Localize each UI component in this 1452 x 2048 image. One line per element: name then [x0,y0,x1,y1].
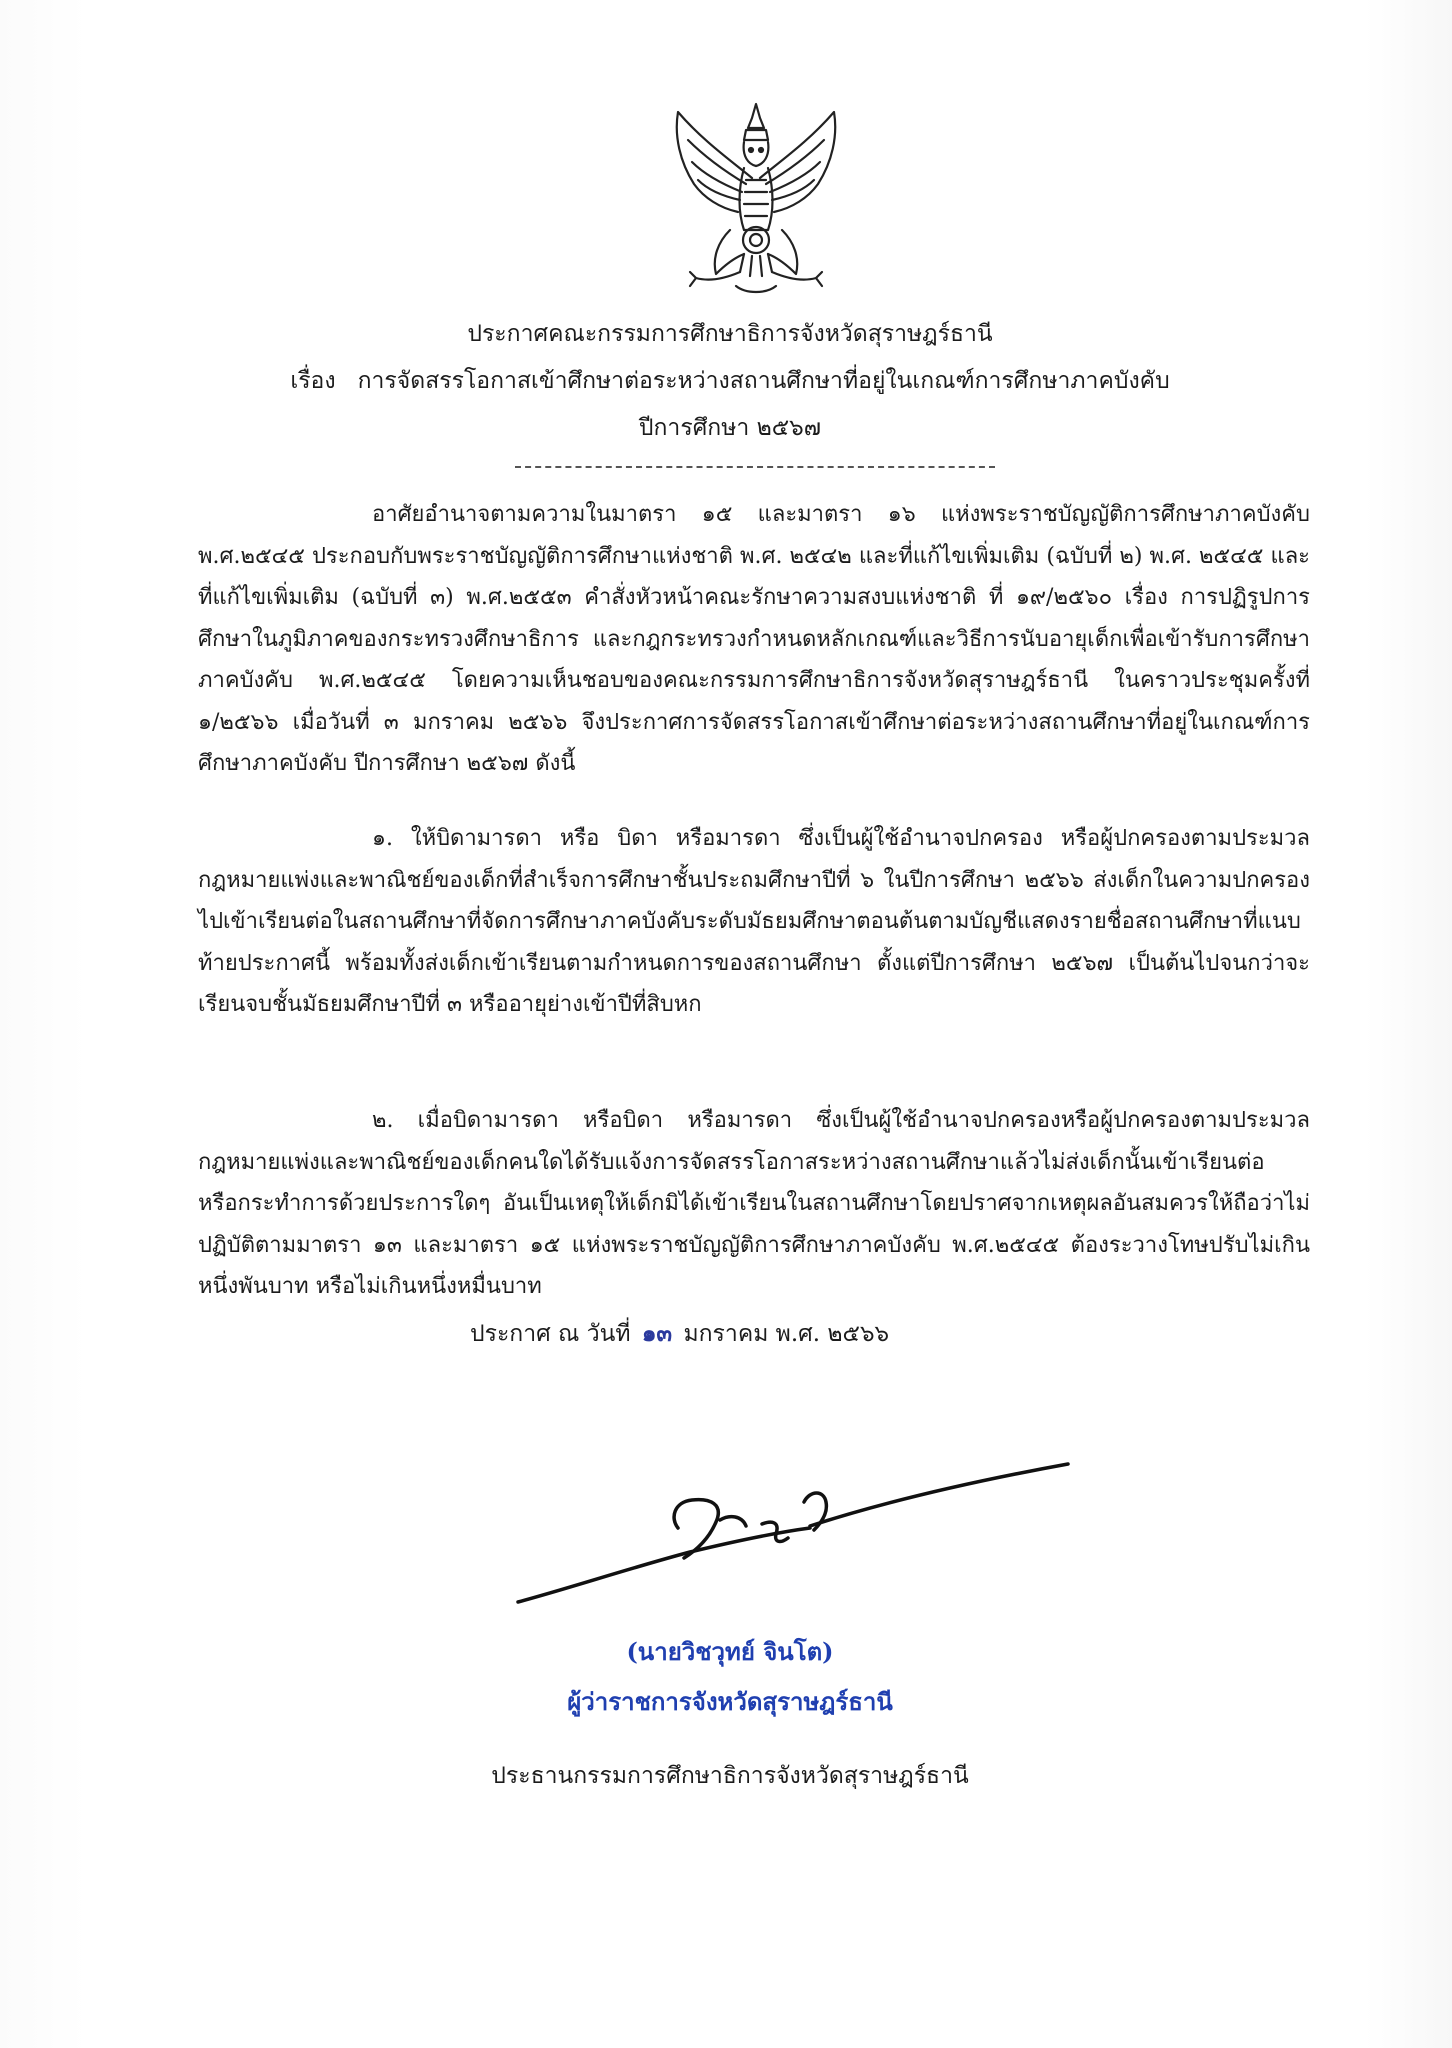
announcement-subject [200,363,1260,399]
announcement-title: ประกาศคณะกรรมการศึกษาธิการจังหวัดสุราษฎร์ธานี [467,321,993,347]
academic-year: ปีการศึกษา ๒๕๖๗ [638,415,822,441]
handwritten-signature [510,1440,1080,1620]
separator-rule [515,466,995,468]
preamble-paragraph: อาศัยอำนาจตามความในมาตรา ๑๕ และมาตรา ๑๖ แห่งพระราชบัญญัติการศึกษาภาคบังคับ พ.ศ.๒๕๔๕ ประกอบกับพระราชบัญญัติการศึกษาแห่งชาติ พ.ศ. ๒๕๔๒ และที่แก้ไขเพิ่มเติม (ฉบับที่ ๒) พ.ศ. ๒๕๔๕ และที่แก้ไขเพิ่มเติม (ฉบับที่ ๓) พ.ศ.๒๕๕๓ คำสั่งหัวหน้าคณะรักษาความสงบแห่งชาติ ที่ ๑๙/๒๕๖๐ เรื่อง การปฏิรูปการศึกษาในภูมิภาคของกระทรวงศึกษาธิการ และกฎกระทรวงกำหนดหลักเกณฑ์และวิธีการนับอายุเด็กเพื่อเข้ารับการศึกษาภาคบังคับ พ.ศ.๒๕๔๕ โดยความเห็นชอบของคณะกรรมการศึกษาธิการจังหวัดสุราษฎร์ธานี ในคราวประชุมครั้งที่ ๑/๒๕๖๖ เมื่อวันที่ ๓ มกราคม ๒๕๖๖ จึงประกาศการจัดสรรโอกาสเข้าศึกษาต่อระหว่างสถานศึกษาที่อยู่ในเกณฑ์การศึกษาภาคบังคับ ปีการศึกษา ๒๕๖๗ ดังนี้ [198,502,1310,776]
date-day: ๑๓ [641,1320,673,1347]
garuda-emblem-icon [660,100,852,300]
clause-1-paragraph: ๑. ให้บิดามารดา หรือ บิดา หรือมารดา ซึ่งเป็นผู้ใช้อำนาจปกครอง หรือผู้ปกครองตามประมวลกฎหมายแพ่งและพาณิชย์ของเด็กที่สำเร็จการศึกษาชั้นประถมศึกษาปีที่ ๖ ในปีการศึกษา ๒๕๖๖ ส่งเด็กในความปกครองไปเข้าเรียนต่อในสถานศึกษาที่จัดการศึกษาภาคบังคับระดับมัธยมศึกษาตอนต้นตามบัญชีแสดงรายชื่อสถานศึกษาที่แนบท้ายประกาศนี้ พร้อมทั้งส่งเด็กเข้าเรียนตามกำหนดการของสถานศึกษา ตั้งแต่ปีการศึกษา ๒๕๖๗ เป็นต้นไปจนกว่าจะเรียนจบชั้นมัธยมศึกษาปีที่ ๓ หรืออายุย่างเข้าปีที่สิบหก [198,826,1310,1017]
date-month-year: มกราคม พ.ศ. ๒๕๖๖ [683,1321,890,1347]
signatory-name: (นายวิชวุทย์ จินโต) [626,1637,834,1666]
date-prefix: ประกาศ ณ วันที่ [470,1321,631,1347]
subject-text: การจัดสรรโอกาสเข้าศึกษาต่อระหว่างสถานศึกษาที่อยู่ในเกณฑ์การศึกษาภาคบังคับ [357,368,1170,394]
signatory-position: ผู้ว่าราชการจังหวัดสุราษฎร์ธานี [567,1687,893,1716]
subject-label: เรื่อง [290,368,336,394]
announcement-date [470,1316,889,1352]
clause-2-paragraph: ๒. เมื่อบิดามารดา หรือบิดา หรือมารดา ซึ่งเป็นผู้ใช้อำนาจปกครองหรือผู้ปกครองตามประมวลกฎหมายแพ่งและพาณิชย์ของเด็กคนใดได้รับแจ้งการจัดสรรโอกาสระหว่างสถานศึกษาแล้วไม่ส่งเด็กนั้นเข้าเรียนต่อ หรือกระทำการด้วยประการใดๆ อันเป็นเหตุให้เด็กมิได้เข้าเรียนในสถานศึกษาโดยปราศจากเหตุผลอันสมควรให้ถือว่าไม่ปฏิบัติตามมาตรา ๑๓ และมาตรา ๑๕ แห่งพระราชบัญญัติการศึกษาภาคบังคับ พ.ศ.๒๕๔๕ ต้องระวางโทษปรับไม่เกินหนึ่งพันบาท หรือไม่เกินหนึ่งหมื่นบาท [198,1108,1310,1299]
signatory-role: ประธานกรรมการศึกษาธิการจังหวัดสุราษฎร์ธานี [491,1763,969,1789]
